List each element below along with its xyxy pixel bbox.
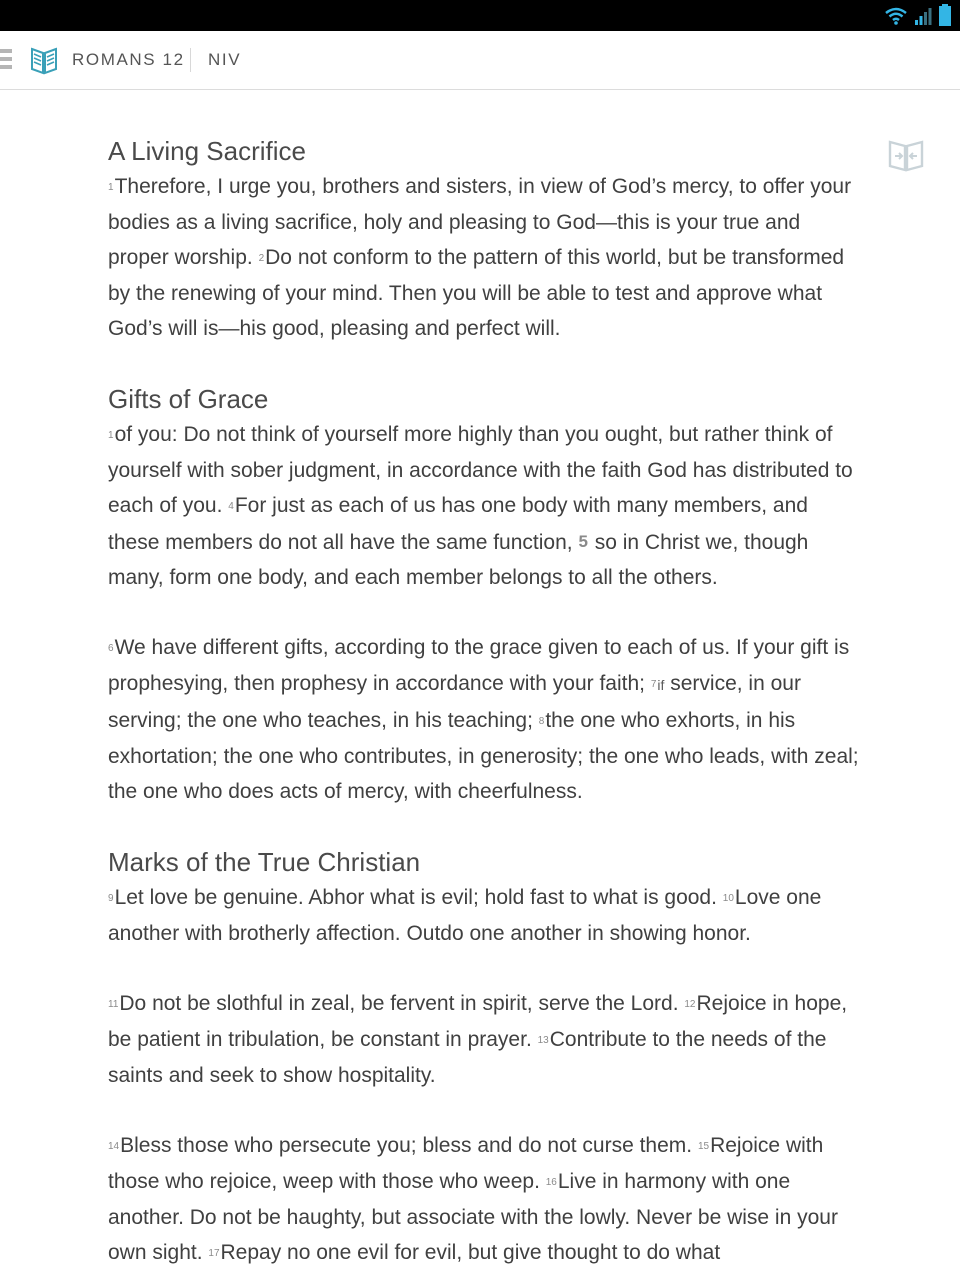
verse-number[interactable]: 1 [108,182,114,193]
verse-text[interactable]: Contribute to the needs of the saints and seek to show hospitality. [108,1028,827,1087]
scripture-reader[interactable] [108,133,860,1271]
verse-number[interactable]: 8 [538,716,545,727]
verse-text[interactable]: service, in our serving; the one who teaches, in his teaching; [108,672,801,732]
header-divider [190,48,191,72]
version-selector[interactable]: NIV [208,50,242,69]
verse-fragment: if [657,677,665,693]
verse-number[interactable]: 9 [108,893,114,904]
status-bar [0,0,960,31]
verse-text[interactable]: Love one another with brotherly affection. Outdo one another in showing honor. [108,886,822,945]
wifi-icon [884,6,908,26]
verse-number[interactable]: 2 [258,253,265,264]
verse-number[interactable]: 11 [108,999,119,1010]
verse-text[interactable]: Do not be slothful in zeal, be fervent in spirit, serve the Lord. [119,992,685,1015]
verse-text[interactable]: Live in harmony with one another. Do not be haughty, but associate with the lowly. Never be wise in your own sight. [108,1170,838,1264]
verse-text[interactable]: For just as each of us has one body with many members, and these members do not all have the same function, [108,494,808,554]
signal-icon [914,6,932,26]
section-heading: Marks of the True Christian [108,847,421,877]
status-icons [884,4,952,26]
verse-number[interactable]: 12 [684,999,696,1010]
battery-icon [938,4,952,26]
verse-number[interactable]: 4 [228,501,234,512]
scripture-paragraph [108,986,860,1093]
verse-text[interactable]: the one who exhorts, in his exhortation; the one who contributes, in generosity; the one who leads, with zeal; the one who does acts of mercy, with cheerfulness. [108,709,859,803]
verse-number[interactable]: 16 [545,1177,557,1188]
verse-number[interactable]: 1 [108,430,114,441]
verse-text[interactable]: Rejoice in hope, be patient in tribulation, be constant in prayer. [108,992,848,1051]
verse-text[interactable]: Bless those who persecute you; bless and do not curse them. [120,1134,698,1157]
verse-number[interactable]: 7 [650,679,657,690]
verse-text[interactable]: Do not conform to the pattern of this world, but be transformed by the renewing of your mind. Then you will be able to test and approve what God’s will is—his good, pleasing and perfect will. [108,246,845,340]
book-chapter-selector[interactable]: ROMANS 12 [72,50,185,69]
verse-text[interactable]: We have different gifts, according to the grace given to each of us. If your gift is prophesying, then prophesy in accordance with your faith; [108,636,850,695]
verse-number[interactable]: 14 [108,1141,120,1152]
section-heading: A Living Sacrifice [108,136,306,166]
verse-text[interactable]: of you: Do not think of yourself more highly than you ought, but rather think of yourself with sober judgment, in accordance with the faith God has distributed to each of you. [108,423,853,517]
verse-text[interactable]: Rejoice with those who rejoice, weep with those who weep. [108,1134,824,1193]
scripture-paragraph [108,417,860,595]
scripture-paragraph [108,169,860,346]
verse-number[interactable]: 6 [108,643,114,654]
scripture-paragraph [108,630,860,809]
scripture-paragraph [108,1128,860,1271]
verse-number[interactable]: 17 [208,1248,220,1259]
verse-number[interactable]: 15 [697,1141,710,1152]
verse-text[interactable]: Therefore, I urge you, brothers and sisters, in view of God’s mercy, to offer your bodies as a living sacrifice, holy and pleasing to God—this is your true and proper worship. [108,175,852,269]
verse-number[interactable]: 5 [578,532,588,551]
parallel-bible-icon[interactable] [887,136,925,174]
scripture-paragraph [108,880,860,951]
verse-text[interactable]: Repay no one evil for evil, but give thought to do what [220,1241,721,1264]
open-book-icon[interactable] [30,45,58,75]
verse-text[interactable]: Let love be genuine. Abhor what is evil; hold fast to what is good. [114,886,723,909]
menu-icon[interactable] [0,49,14,71]
section-heading: Gifts of Grace [108,384,269,414]
verse-number[interactable]: 10 [722,893,734,904]
verse-number[interactable]: 13 [537,1035,549,1046]
app-header [0,31,960,90]
verse-text[interactable]: so in Christ we, though many, form one body, and each member belongs to all the others. [108,531,809,589]
